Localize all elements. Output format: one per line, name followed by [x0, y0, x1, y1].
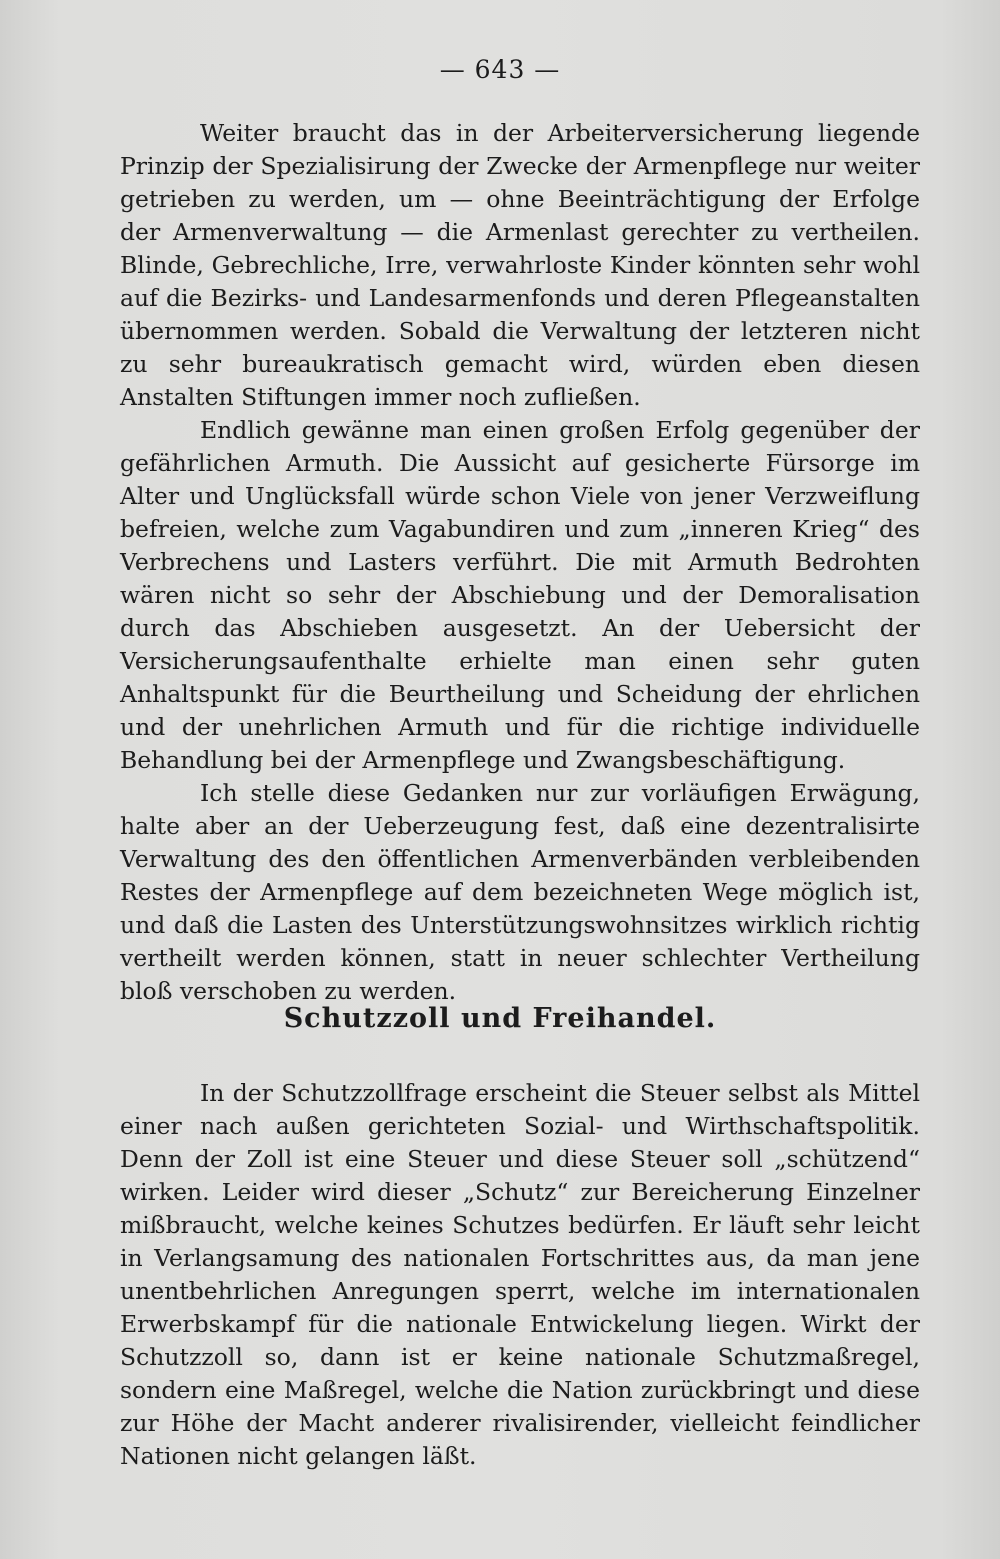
paragraph: In der Schutzzollfrage erscheint die Steuer selbst als Mittel einer nach außen gerichteten Sozial- und Wirthschaftspolitik. Denn der Zoll ist eine Steuer und diese Steuer soll „schützend“ wirken. Leider wird dieser „Schutz“ zur Bereicherung Einzelner mißbraucht, welche keines Schutzes bedürfen. Er läuft sehr leicht in Verlangsamung des nationalen Fortschrittes aus, da man jene unentbehrlichen Anregungen sperrt, welche im internationalen Erwerbskampf für die nationale Entwickelung liegen. Wirkt der Schutzzoll so, dann ist er keine nationale Schutzmaßregel, sondern eine Maßregel, welche die Nation zurückbringt und diese zur Höhe der Macht anderer rivalisirender, vielleicht feindlicher Nationen nicht gelangen läßt.	[120, 1079, 920, 1470]
text-block-2	[120, 1077, 920, 1473]
paragraph: Weiter braucht das in der Arbeiterversicherung liegende Prinzip der Spezialisirung der Zwecke der Armenpflege nur weiter getrieben zu werden, um — ohne Beeinträchtigung der Erfolge der Armenverwaltung — die Armenlast gerechter zu vertheilen. Blinde, Gebrechliche, Irre, verwahrloste Kinder könnten sehr wohl auf die Bezirks- und Landesarmenfonds und deren Pflegeanstalten übernommen werden. Sobald die Verwaltung der letzteren nicht zu sehr bureaukratisch gemacht wird, würden eben diesen Anstalten Stiftungen immer noch zufließen.	[120, 119, 920, 411]
paragraph: Endlich gewänne man einen großen Erfolg gegenüber der gefährlichen Armuth. Die Aussicht auf gesicherte Fürsorge im Alter und Unglücksfall würde schon Viele von jener Verzweiflung befreien, welche zum Vagabundiren und zum „inneren Krieg“ des Verbrechens und Lasters verführt. Die mit Armuth Bedrohten wären nicht so sehr der Abschiebung und der Demoralisation durch das Abschieben ausgesetzt. An der Uebersicht der Versicherungsaufenthalte erhielte man einen sehr guten Anhaltspunkt für die Beurtheilung und Scheidung der ehrlichen und der unehrlichen Armuth und für die richtige individuelle Behandlung bei der Armenpflege und Zwangsbeschäftigung.	[120, 416, 920, 774]
section-heading: Schutzzoll und Freihandel.	[283, 1003, 717, 1034]
text-block-1	[120, 117, 920, 1008]
page-number: — 643 —	[439, 55, 561, 84]
paragraph: Ich stelle diese Gedanken nur zur vorläufigen Erwägung, halte aber an der Ueberzeugung fest, daß eine dezentralisirte Verwaltung des den öffentlichen Armenverbänden verbleibenden Restes der Armenpflege auf dem bezeichneten Wege möglich ist, und daß die Lasten des Unterstützungswohnsitzes wirklich richtig vertheilt werden können, statt in neuer schlechter Vertheilung bloß verschoben zu werden.	[120, 779, 920, 1005]
